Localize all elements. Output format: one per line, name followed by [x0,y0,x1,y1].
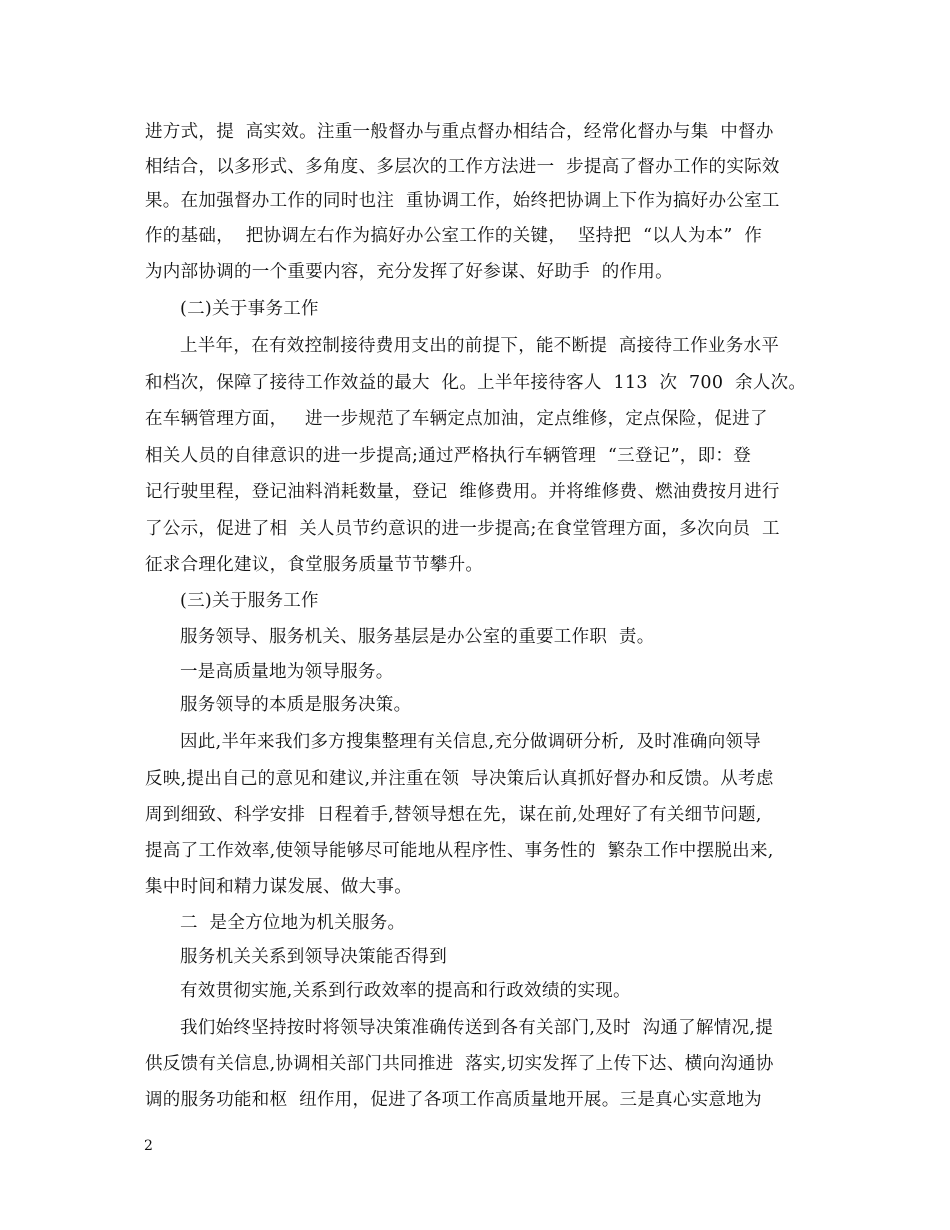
text-line: 二 是全方位地为机关服务。 [180,913,406,933]
text-line: 了公示，促进了相 关人员节约意识的进一步提高;在食堂管理方面，多次向员 工 [145,519,780,539]
section-heading: (三)关于服务工作 [180,591,319,611]
text-line: 周到细致、科学安排 日程着手,替领导想在先，谋在前,处理好了有关细节问题, [145,805,762,825]
text-line: 反映,提出自己的意见和建议,并注重在领 导决策后认真抓好督办和反馈。从考虑 [145,769,774,789]
text-line: 上半年，在有效控制接待费用支出的前提下，能不断提 高接待工作业务水平 [180,336,780,356]
section-heading: (二)关于事务工作 [180,299,319,319]
text-line: 征求合理化建议，食堂服务质量节节攀升。 [145,555,484,575]
text-line: 进方式，提 高实效。注重一般督办与重点督办相结合，经常化督办与集 中督办 [145,122,774,142]
text-line: 服务领导的本质是服务决策。 [180,695,412,715]
text-line: 有效贯彻实施,关系到行政效率的提高和行政效绩的实现。 [180,981,631,1001]
text-line: 相关人员的自律意识的进一步提高;通过严格执行车辆管理 “三登记”，即：登 [145,446,752,466]
text-line: 提高了工作效率,使领导能够尽可能地从程序性、事务性的 繁杂工作中摆脱出来, [145,841,774,861]
text-line: 调的服务功能和枢 纽作用，促进了各项工作高质量地开展。三是真心实意地为 [145,1090,762,1110]
text-line: 因此,半年来我们多方搜集整理有关信息,充分做调研分析, 及时准确向领导 [180,732,762,752]
text-line: 服务机关关系到领导决策能否得到 [180,947,447,967]
text-line: 果。在加强督办工作的同时也注 重协调工作，始终把协调上下作为搞好办公室工 [145,191,780,211]
text-line: 为内部协调的一个重要内容，充分发挥了好参谋、好助手 的作用。 [145,262,673,282]
text-line: 一是高质量地为领导服务。 [180,662,394,682]
text-line: 作的基础， 把协调左右作为搞好办公室工作的关键， 坚持把 “以人为本” 作 [145,226,763,246]
text-line: 和档次，保障了接待工作效益的最大 化。上半年接待客人 113 次 700 余人次。 [145,373,807,393]
text-line: 服务领导、服务机关、服务基层是办公室的重要工作职 责。 [180,627,655,647]
text-line: 在车辆管理方面， 进一步规范了车辆定点加油，定点维修，定点保险，促进了 [145,409,768,429]
text-line: 集中时间和精力谋发展、做大事。 [145,877,412,897]
page-number: 2 [144,1138,153,1154]
text-line: 记行驶里程，登记油料消耗数量，登记 维修费用。并将维修费、燃油费按月进行 [145,482,780,502]
text-line: 供反馈有关信息,协调相关部门共同推进 落实,切实发挥了上传下达、横向沟通协 [145,1054,774,1074]
text-line: 相结合，以多形式、多角度、多层次的工作方法进一 步提高了督办工作的实际效 [145,157,780,177]
text-line: 我们始终坚持按时将领导决策准确传送到各有关部门,及时 沟通了解情况,提 [180,1018,774,1038]
